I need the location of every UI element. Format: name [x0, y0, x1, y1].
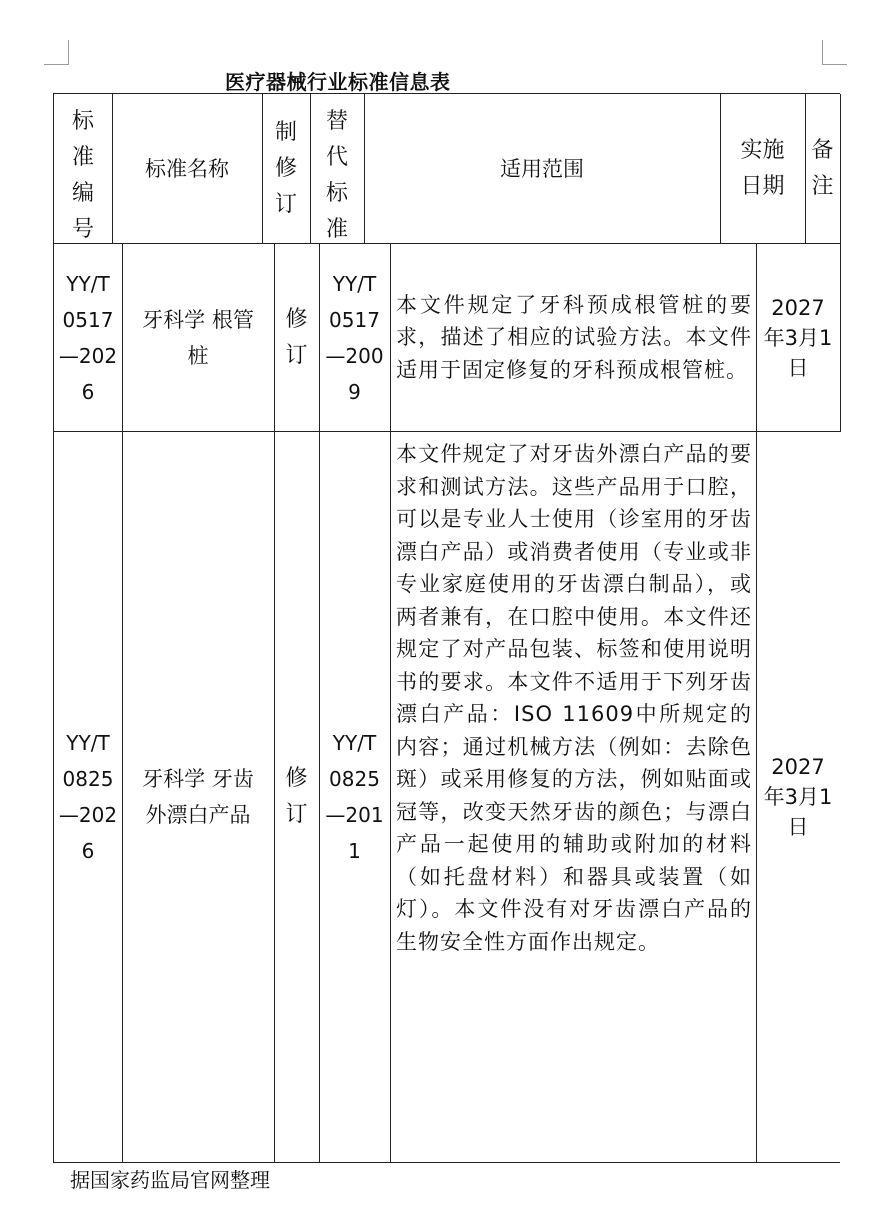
header-cell-name: [112, 94, 263, 244]
header-cell-number: [54, 94, 113, 244]
cell-name: [122, 244, 275, 432]
cell-type: [274, 432, 320, 1162]
standard-name: 牙科学 根管桩: [142, 307, 254, 368]
document-title: 医疗器械行业标准信息表: [225, 70, 451, 94]
revision-type: 修订: [285, 306, 308, 368]
header-cell-scope: [364, 94, 721, 244]
cell-date: [756, 432, 840, 1162]
standard-name: 牙科学 牙齿外漂白产品: [142, 767, 254, 827]
cell-scope: [390, 244, 757, 432]
page-corner-mark-right: [822, 40, 847, 65]
header-number-label: 标准编号: [71, 108, 94, 242]
cell-date: [756, 244, 841, 432]
effective-date: 2027年3月1日: [763, 295, 833, 380]
header-name-label: 标准名称: [145, 156, 229, 181]
header-replace-label: 替代标准: [325, 108, 348, 242]
replaced-standard: YY/T 0825—2011: [325, 731, 384, 863]
source-note: 据国家药监局官网整理: [70, 1168, 270, 1192]
replaced-standard: YY/T 0517—2009: [325, 271, 384, 404]
standard-number: YY/T 0517—2026: [58, 271, 118, 404]
table-header-row: [53, 93, 840, 244]
table-row: [53, 243, 840, 432]
header-cell-note: [805, 94, 841, 244]
scope-text: 本文件规定了牙科预成根管桩的要求，描述了相应的试验方法。本文件适用于固定修复的牙科预成根管桩。: [396, 292, 752, 382]
scope-text: 本文件规定了对牙齿外漂白产品的要求和测试方法。这些产品用于口腔，可以是专业人士使用（诊室用的牙齿漂白产品）或消费者使用（专业或非专业家庭使用的牙齿漂白制品），或两者兼有，在口腔中使用。本文件还规定了对产品包装、标签和使用说明书的要求。本文件不适用于下列牙齿漂白产品：ISO 11609中所规定的内容；通过机械方法（例如：去除色斑）或采用修复的方法，例如贴面或冠等，改变天然牙齿的颜色；与漂白产品一起使用的辅助或附加的材料（如托盘材料）和器具或装置（如灯）。本文件没有对牙齿漂白产品的生物安全性方面作出规定。: [396, 442, 752, 954]
cell-name: [122, 432, 275, 1162]
cell-number: [54, 244, 123, 432]
cell-type: [274, 244, 320, 432]
standard-number: YY/T 0825—2026: [58, 731, 118, 863]
cell-replace: [319, 244, 391, 432]
cell-number: [54, 432, 123, 1162]
page-corner-mark-left: [44, 40, 69, 65]
header-cell-date: [720, 94, 806, 244]
effective-date: 2027年3月1日: [763, 755, 833, 839]
cell-replace: [319, 432, 391, 1162]
header-type-label: 制修订: [274, 119, 297, 217]
header-scope-label: 适用范围: [500, 156, 584, 181]
table-row: [53, 431, 840, 1163]
header-cell-type: [262, 94, 311, 244]
cell-scope: [390, 432, 757, 1162]
header-cell-replace: [310, 94, 365, 244]
header-note-label: 备注: [811, 137, 834, 199]
revision-type: 修订: [285, 766, 308, 827]
header-date-label: 实施日期: [740, 137, 785, 199]
